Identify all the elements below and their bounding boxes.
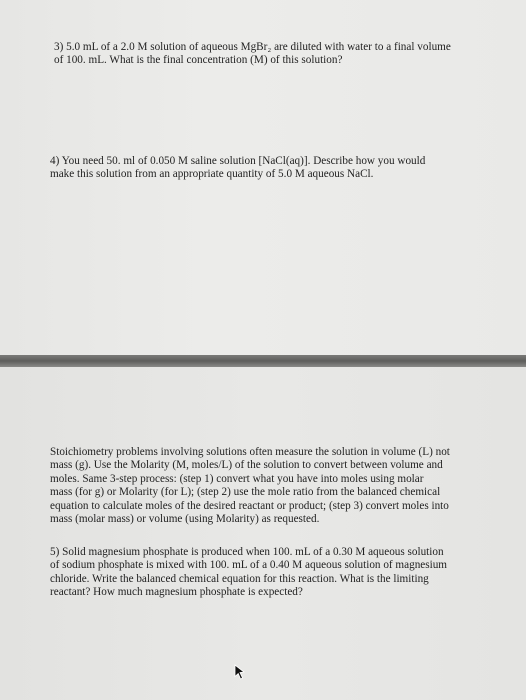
question-4-line-2: make this solution from an appropriate quantity of 5.0 M aqueous NaCl. [50,168,374,181]
question-5 [50,546,500,600]
page-divider [0,355,526,367]
mouse-pointer-icon [232,664,246,680]
stoichiometry-instructions [50,446,500,526]
question-5-line: reactant? How much magnesium phosphate is expected? [50,586,303,599]
question-4 [50,155,490,182]
worksheet-page-bottom [0,367,526,700]
question-4-line-1: 4) You need 50. ml of 0.050 M saline solution [NaCl(aq)]. Describe how you would [50,155,426,167]
question-3-line-1: 3) 5.0 mL of a 2.0 M solution of aqueous MgBr₂ are diluted with water to a final volume [54,41,451,53]
question-3-line-2: of 100. mL. What is the final concentration (M) of this solution? [54,54,343,67]
instructions-line: equation to calculate moles of the desired reactant or product; (step 3) convert moles into [50,499,449,512]
question-5-line: chloride. Write the balanced chemical equation for this reaction. What is the limiting [50,572,429,585]
instructions-line: moles. Same 3-step process: (step 1) convert what you have into moles using molar [50,472,424,485]
question-3 [54,41,506,68]
question-5-line: 5) Solid magnesium phosphate is produced when 100. mL of a 0.30 M aqueous solution [50,546,444,558]
instructions-line: mass (for g) or Molarity (for L); (step 2) use the mole ratio from the balanced chemical [50,486,441,499]
question-5-line: of sodium phosphate is mixed with 100. mL of a 0.40 M aqueous solution of magnesium [50,559,448,572]
instructions-line: mass (g). Use the Molarity (M, moles/L) of the solution to convert between volume and [50,459,443,472]
instructions-line: mass (molar mass) or volume (using Molarity) as requested. [50,513,320,526]
instructions-line: Stoichiometry problems involving solutions often measure the solution in volume (L) not [50,446,450,458]
